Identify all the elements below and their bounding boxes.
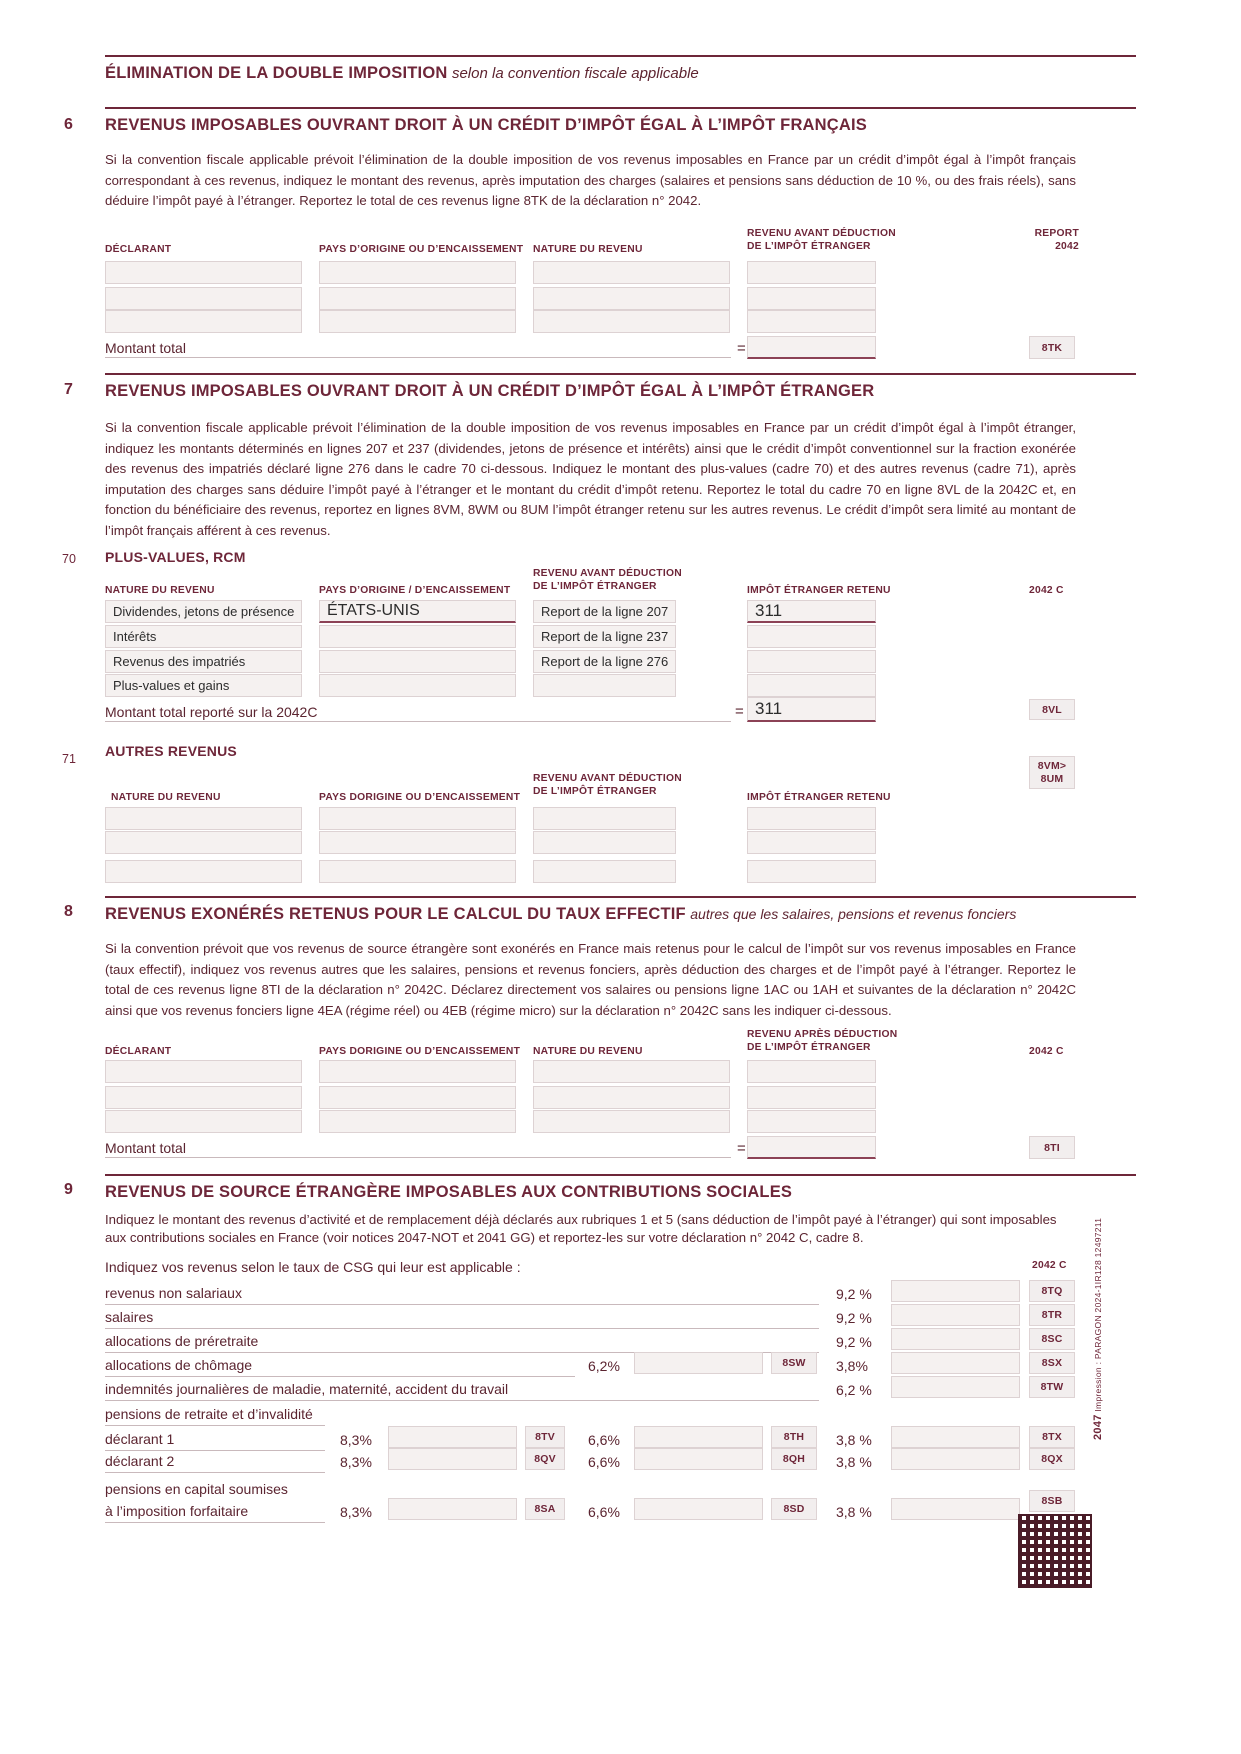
- field-nature-8-3[interactable]: [533, 1110, 730, 1133]
- header-subtitle: selon la convention fiscale applicable: [451, 65, 699, 82]
- footer-print-info: Impression : PARAGON 2024-1IR128 12497211: [1093, 1217, 1103, 1412]
- col-nature-70: NATURE DU REVENU: [105, 585, 215, 596]
- field-revenu-71-1[interactable]: [533, 807, 676, 830]
- field-nature-8-2[interactable]: [533, 1086, 730, 1109]
- row-9-3-field3[interactable]: [891, 1328, 1020, 1350]
- row-70-2-pays[interactable]: [319, 625, 516, 648]
- header-title: ÉLIMINATION DE LA DOUBLE IMPOSITION: [105, 64, 448, 82]
- row-9-8-code3: 8QX: [1029, 1448, 1075, 1470]
- total-underline-6: [105, 357, 731, 358]
- col-report-70: 2042 C: [1029, 585, 1064, 596]
- field-revenu-71-3[interactable]: [533, 860, 676, 883]
- field-declarant-6-1[interactable]: [105, 261, 302, 284]
- total-underline-8: [105, 1157, 731, 1158]
- col-revenu-71: REVENU AVANT DÉDUCTION DE L’IMPÔT ÉTRANGER: [533, 773, 682, 797]
- section-9-title: REVENUS DE SOURCE ÉTRANGÈRE IMPOSABLES AUX CONTRIBUTIONS SOCIALES: [105, 1183, 793, 1201]
- equals-8: =: [737, 1140, 746, 1157]
- row-9-8-field3[interactable]: [891, 1448, 1020, 1470]
- row-9-10-code2: 8SD: [771, 1498, 817, 1520]
- col-impot-70: IMPÔT ÉTRANGER RETENU: [747, 585, 891, 596]
- field-nature-71-3[interactable]: [105, 860, 302, 883]
- section-9-number: 9: [64, 1181, 73, 1198]
- section-6-number: 6: [64, 116, 73, 133]
- row-9-10-rate1: 8,3%: [340, 1504, 372, 1520]
- col-pays-70: PAYS D’ORIGINE / D’ENCAISSEMENT: [319, 585, 511, 596]
- row-9-10-rate3: 3,8 %: [836, 1504, 872, 1520]
- row-70-4-pays[interactable]: [319, 674, 516, 697]
- row-70-2-nature[interactable]: Intérêts: [105, 625, 302, 648]
- field-revenu-71-2[interactable]: [533, 831, 676, 854]
- field-revenu-6-3[interactable]: [747, 310, 876, 333]
- col-declarant-8: DÉCLARANT: [105, 1046, 172, 1057]
- row-9-8-rate3: 3,8 %: [836, 1454, 872, 1470]
- row-70-1-impot[interactable]: 311: [747, 600, 876, 623]
- row-9-10-label: à l’imposition forfaitaire: [105, 1503, 249, 1519]
- field-impot-71-3[interactable]: [747, 860, 876, 883]
- row-9-5-label: indemnités journalières de maladie, maternité, accident du travail: [105, 1381, 509, 1397]
- row-9-2-field3[interactable]: [891, 1304, 1020, 1326]
- section-7-number: 7: [64, 381, 73, 398]
- row-9-7-field3[interactable]: [891, 1426, 1020, 1448]
- field-pays-8-1[interactable]: [319, 1060, 516, 1083]
- field-revenu-6-1[interactable]: [747, 261, 876, 284]
- col-revenu-6: REVENU AVANT DÉDUCTION DE L’IMPÔT ÉTRANGER: [747, 228, 896, 252]
- row-9-1-label: revenus non salariaux: [105, 1285, 242, 1301]
- row-9-5-rate3: 6,2 %: [836, 1382, 872, 1398]
- total-label-6: Montant total: [105, 340, 186, 356]
- code-8tk: 8TK: [1029, 336, 1075, 359]
- field-nature-8-1[interactable]: [533, 1060, 730, 1083]
- field-pays-71-1[interactable]: [319, 807, 516, 830]
- row-9-4-label: allocations de chômage: [105, 1357, 253, 1373]
- row-9-8-rate1: 8,3%: [340, 1454, 372, 1470]
- col-report-8: 2042 C: [1029, 1046, 1064, 1057]
- row-70-2-revenu[interactable]: Report de la ligne 237: [533, 625, 676, 648]
- row-9-3-code3: 8SC: [1029, 1328, 1075, 1350]
- col-revenu-70: REVENU AVANT DÉDUCTION DE L’IMPÔT ÉTRANGER: [533, 568, 682, 592]
- section-8-paragraph: Si la convention prévoit que vos revenus de source étrangère sont exonérés en France mais retenus pour le calcul de l’impôt sur vos revenus imposables en France (taux effectif), indiquez vos revenus autres que les salaires, pensions et revenus fonciers, après déduction des charges et de l’impôt payé à l’étranger. Reportez le total de ces revenus ligne 8TI de la déclaration n° 2042C. Déclarez directement vos salaires ou pensions ligne 1AC ou 1AH et suivantes de la déclaration n° 2042C ainsi que vos revenus fonciers ligne 4EA (régime réel) ou 4EB (régime micro) sur la déclaration n° 2042C sans les indiquer ci-dessous.: [105, 941, 1076, 1018]
- row-9-2-label: salaires: [105, 1309, 154, 1325]
- row-9-4-rate3: 3,8%: [836, 1358, 868, 1374]
- row-70-3-pays[interactable]: [319, 650, 516, 673]
- col-nature-8: NATURE DU REVENU: [533, 1046, 643, 1057]
- footer-form-code: 2047: [1092, 1414, 1104, 1440]
- row-9-4-field3[interactable]: [891, 1352, 1020, 1374]
- field-declarant-8-3[interactable]: [105, 1110, 302, 1133]
- col-revenu-8: REVENU APRÈS DÉDUCTION DE L’IMPÔT ÉTRANGER: [747, 1029, 898, 1053]
- col-pays-6: PAYS D’ORIGINE OU D’ENCAISSEMENT: [319, 244, 524, 255]
- row-70-3-revenu[interactable]: Report de la ligne 276: [533, 650, 676, 673]
- row-9-9-label: pensions en capital soumises: [105, 1481, 288, 1497]
- field-pays-8-2[interactable]: [319, 1086, 516, 1109]
- col-nature-6: NATURE DU REVENU: [533, 244, 643, 255]
- row-70-3-nature[interactable]: Revenus des impatriés: [105, 650, 302, 673]
- section-6-header: [105, 107, 1136, 135]
- col-pays-8: PAYS DORIGINE OU D’ENCAISSEMENT: [319, 1046, 521, 1057]
- row-9-7-field1[interactable]: [388, 1426, 517, 1448]
- col-report-9: 2042 C: [1032, 1260, 1067, 1271]
- row-9-4-line: [105, 1376, 575, 1377]
- section-7-title: REVENUS IMPOSABLES OUVRANT DROIT À UN CRÉDIT D’IMPÔT ÉGAL À L’IMPÔT ÉTRANGER: [105, 382, 875, 400]
- document-header: [105, 55, 1136, 83]
- section-6-title: REVENUS IMPOSABLES OUVRANT DROIT À UN CRÉDIT D’IMPÔT ÉGAL À L’IMPÔT FRANÇAIS: [105, 116, 868, 134]
- row-9-5-code3: 8TW: [1029, 1376, 1075, 1398]
- row-9-2-line: [105, 1328, 819, 1329]
- field-nature-71-1[interactable]: [105, 807, 302, 830]
- row-70-2-impot[interactable]: [747, 625, 876, 648]
- field-revenu-8-1[interactable]: [747, 1060, 876, 1083]
- section-9-intro: Indiquez vos revenus selon le taux de CSG qui leur est applicable :: [105, 1259, 521, 1275]
- row-9-10-field3[interactable]: [891, 1498, 1020, 1520]
- block-71-number: 71: [62, 752, 76, 766]
- row-70-1-revenu[interactable]: Report de la ligne 207: [533, 600, 676, 623]
- row-9-2-code3: 8TR: [1029, 1304, 1075, 1326]
- section-6-paragraph: Si la convention fiscale applicable prévoit l’élimination de la double imposition de vos revenus imposables en France par un crédit d’impôt égal à l’impôt français correspondant à ces revenus, indiquez le montant des revenus, après imputation des charges (salaires et pensions sans déduction de 10 %, ou des frais réels), sans déduire l’impôt payé à l’étranger. Reportez le total de ces revenus ligne 8TK de la déclaration n° 2042.: [105, 152, 1076, 208]
- row-70-3-impot[interactable]: [747, 650, 876, 673]
- row-9-8-field2[interactable]: [634, 1448, 763, 1470]
- field-impot-71-1[interactable]: [747, 807, 876, 830]
- field-declarant-8-2[interactable]: [105, 1086, 302, 1109]
- row-9-4-rate2: 6,2%: [588, 1358, 620, 1374]
- field-pays-71-2[interactable]: [319, 831, 516, 854]
- row-9-7-code2: 8TH: [771, 1426, 817, 1448]
- row-9-5-field3[interactable]: [891, 1376, 1020, 1398]
- field-total-8[interactable]: [747, 1136, 876, 1159]
- field-nature-71-2[interactable]: [105, 831, 302, 854]
- row-70-1-nature[interactable]: Dividendes, jetons de présence: [105, 600, 302, 623]
- row-9-8-code2: 8QH: [771, 1448, 817, 1470]
- row-9-1-line: [105, 1304, 819, 1305]
- field-declarant-8-1[interactable]: [105, 1060, 302, 1083]
- section-8-subtitle: autres que les salaires, pensions et revenus fonciers: [690, 906, 1017, 922]
- code-8vm: 8VM>: [1037, 759, 1067, 772]
- row-9-1-rate3: 9,2 %: [836, 1286, 872, 1302]
- code-8vl: 8VL: [1029, 699, 1075, 720]
- total-label-70: Montant total reporté sur la 2042C: [105, 704, 318, 720]
- total-underline-70: [105, 721, 731, 722]
- field-pays-71-3[interactable]: [319, 860, 516, 883]
- section-8-number: 8: [64, 903, 73, 920]
- total-label-8: Montant total: [105, 1140, 186, 1156]
- row-9-7-field2[interactable]: [634, 1426, 763, 1448]
- row-9-10-field2[interactable]: [634, 1498, 763, 1520]
- field-pays-6-3[interactable]: [319, 310, 516, 333]
- section-8-header: [105, 896, 1136, 924]
- row-9-7-rate2: 6,6%: [588, 1432, 620, 1448]
- section-9-header: [105, 1174, 1136, 1202]
- block-70-number: 70: [62, 552, 76, 566]
- qr-code-icon: [1018, 1514, 1092, 1588]
- field-nature-6-1[interactable]: [533, 261, 730, 284]
- footer-side-text: [1092, 1218, 1104, 1440]
- equals-70: =: [735, 703, 744, 720]
- row-70-4-impot[interactable]: [747, 674, 876, 697]
- row-9-1-code3: 8TQ: [1029, 1280, 1075, 1302]
- row-9-10-field1[interactable]: [388, 1498, 517, 1520]
- row-9-8-line: [105, 1472, 325, 1473]
- field-pays-6-1[interactable]: [319, 261, 516, 284]
- row-70-4-nature[interactable]: Plus-values et gains: [105, 674, 302, 697]
- field-revenu-8-3[interactable]: [747, 1110, 876, 1133]
- equals-6: =: [737, 340, 746, 357]
- row-9-5-line: [105, 1400, 819, 1401]
- row-9-8-code1: 8QV: [525, 1448, 565, 1470]
- row-9-8-rate2: 6,6%: [588, 1454, 620, 1470]
- col-declarant-6: DÉCLARANT: [105, 244, 172, 255]
- row-9-7-label: déclarant 1: [105, 1431, 175, 1447]
- field-nature-6-3[interactable]: [533, 310, 730, 333]
- row-9-4-field2[interactable]: [634, 1352, 763, 1374]
- row-9-10-line: [105, 1522, 325, 1523]
- row-9-4-code3: 8SX: [1029, 1352, 1075, 1374]
- row-9-8-field1[interactable]: [388, 1448, 517, 1470]
- field-total-6[interactable]: [747, 336, 876, 359]
- row-9-10-rate2: 6,6%: [588, 1504, 620, 1520]
- block-71-title: AUTRES REVENUS: [105, 743, 237, 759]
- section-7-paragraph: Si la convention fiscale applicable prévoit l’élimination de la double imposition de vos revenus imposables en France par un crédit d’impôt égal à l’impôt étranger, indiquez les montants déterminés en lignes 207 et 237 (dividendes, jetons de présence et intérêts) ainsi que le crédit d’impôt conventionnel sur la fraction exonérée des revenus des impatriés déclaré ligne 276 dans le cadre 70 ci-dessous. Indiquez le montant des plus-values (cadre 70) et des autres revenus (cadre 71), après imputation des charges sans déduire l’impôt payé à l’étranger et le montant du crédit d’impôt retenu. Reportez le total du cadre 70 en ligne 8VL de la 2042C et, en fonction du bénéficiaire des revenus, reportez en lignes 8VM, 8WM ou 8UM l’impôt étranger retenu sur les autres revenus. Le crédit d’impôt sera limité au montant de l’impôt français afférent à ces revenus.: [105, 420, 1076, 538]
- row-9-10-code1: 8SA: [525, 1498, 565, 1520]
- field-declarant-6-3[interactable]: [105, 310, 302, 333]
- row-9-7-line: [105, 1450, 325, 1451]
- field-impot-71-2[interactable]: [747, 831, 876, 854]
- row-9-6-line: [105, 1425, 325, 1426]
- code-8um: 8UM: [1040, 772, 1064, 785]
- section-7-header: [105, 373, 1136, 401]
- row-70-4-revenu[interactable]: [533, 674, 676, 697]
- row-9-3-label: allocations de préretraite: [105, 1333, 259, 1349]
- row-9-4-code2: 8SW: [771, 1352, 817, 1374]
- field-revenu-8-2[interactable]: [747, 1086, 876, 1109]
- row-9-3-rate3: 9,2 %: [836, 1334, 872, 1350]
- row-9-2-rate3: 9,2 %: [836, 1310, 872, 1326]
- row-9-7-code1: 8TV: [525, 1426, 565, 1448]
- col-nature-71: NATURE DU REVENU: [111, 792, 221, 803]
- row-9-8-label: déclarant 2: [105, 1453, 175, 1469]
- row-9-7-code3: 8TX: [1029, 1426, 1075, 1448]
- section-9-paragraph: Indiquez le montant des revenus d’activité et de remplacement déjà déclarés aux rubriques 1 et 5 (sans déduction de l’impôt payé à l’étranger) qui sont imposables aux contributions sociales en France (voir notices 2047-NOT et 2041 GG) et reportez-les sur votre déclaration n° 2042 C, cadre 8.: [105, 1212, 1057, 1245]
- col-pays-71: PAYS DORIGINE OU D’ENCAISSEMENT: [319, 792, 521, 803]
- field-revenu-6-2[interactable]: [747, 287, 876, 310]
- field-total-70[interactable]: 311: [747, 697, 876, 722]
- section-8-title: REVENUS EXONÉRÉS RETENUS POUR LE CALCUL DU TAUX EFFECTIF: [105, 905, 686, 923]
- row-9-6-label: pensions de retraite et d’invalidité: [105, 1406, 313, 1422]
- row-9-7-rate1: 8,3%: [340, 1432, 372, 1448]
- code-8vm-8um: [1029, 756, 1075, 789]
- field-pays-8-3[interactable]: [319, 1110, 516, 1133]
- row-9-1-field3[interactable]: [891, 1280, 1020, 1302]
- field-declarant-6-2[interactable]: [105, 287, 302, 310]
- row-9-10-code3: 8SB: [1029, 1490, 1075, 1512]
- col-impot-71: IMPÔT ÉTRANGER RETENU: [747, 792, 891, 803]
- field-nature-6-2[interactable]: [533, 287, 730, 310]
- field-pays-6-2[interactable]: [319, 287, 516, 310]
- code-8ti: 8TI: [1029, 1136, 1075, 1159]
- row-9-7-rate3: 3,8 %: [836, 1432, 872, 1448]
- row-70-1-pays[interactable]: ÉTATS-UNIS: [319, 600, 516, 623]
- block-70-title: PLUS-VALUES, RCM: [105, 549, 246, 565]
- col-report-6: REPORT 2042: [1034, 228, 1079, 252]
